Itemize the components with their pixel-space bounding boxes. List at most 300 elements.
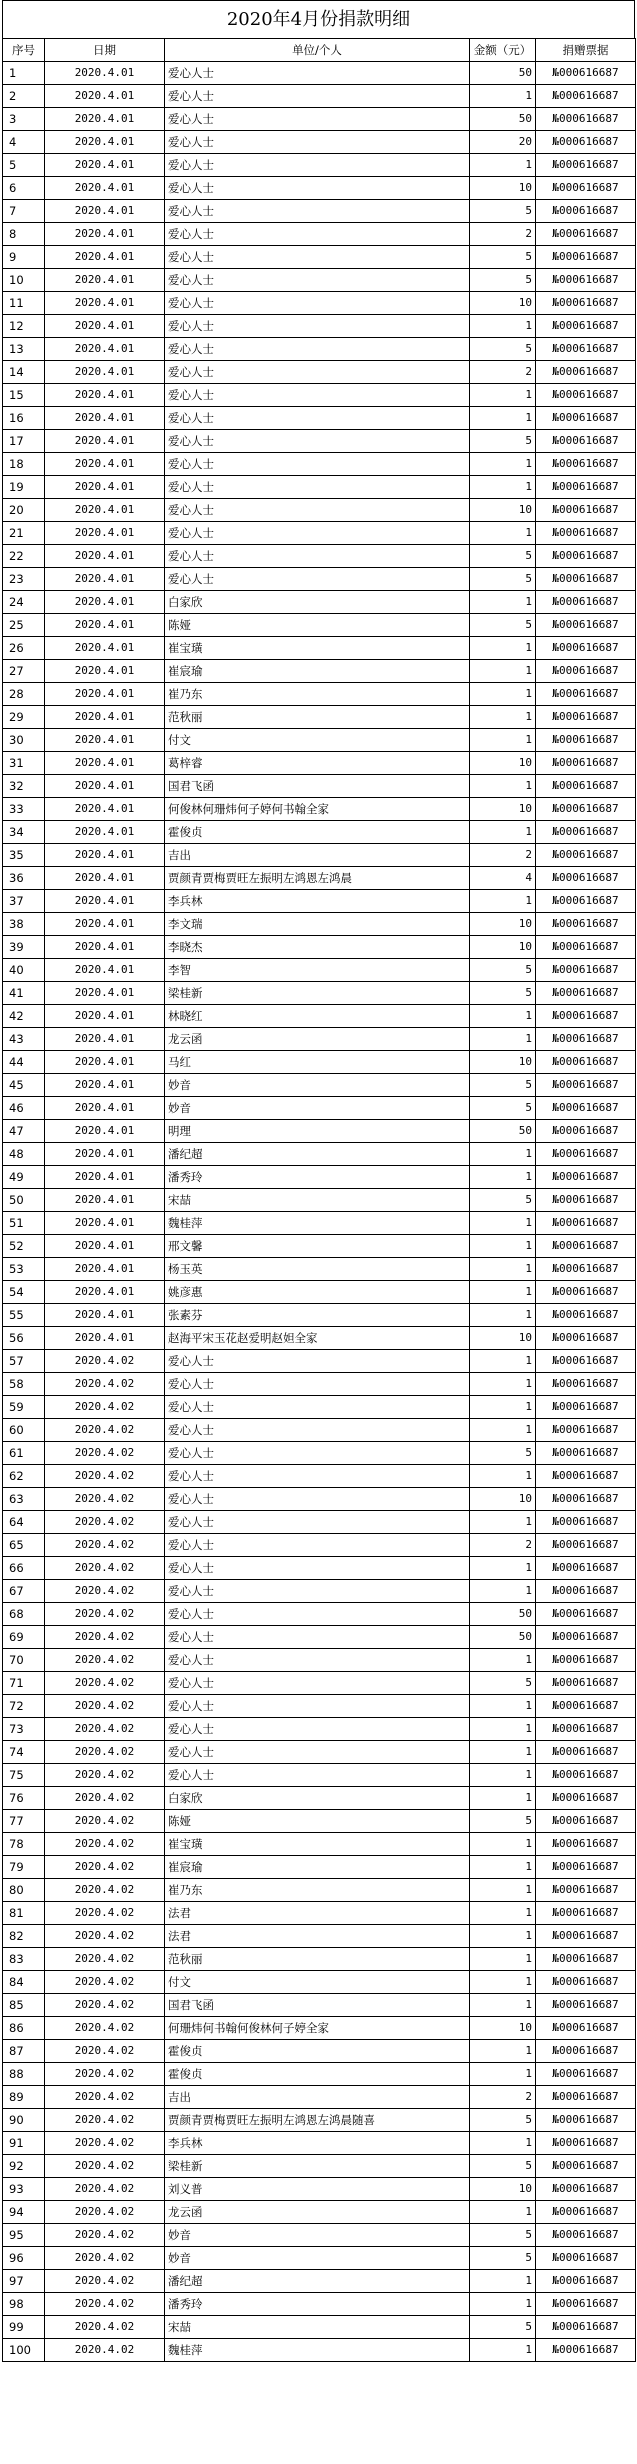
cell-donor: 姚彦惠 — [165, 1281, 470, 1304]
cell-receipt: №000616687 — [536, 1810, 636, 1833]
cell-donor: 爱心人士 — [165, 223, 470, 246]
cell-date: 2020.4.02 — [45, 1925, 165, 1948]
donation-sheet — [2, 0, 635, 2362]
cell-seq: 99 — [3, 2316, 45, 2339]
cell-receipt: №000616687 — [536, 936, 636, 959]
cell-date: 2020.4.02 — [45, 1902, 165, 1925]
table-row — [3, 62, 636, 85]
table-row — [3, 913, 636, 936]
cell-amount: 1 — [470, 1143, 536, 1166]
cell-receipt: №000616687 — [536, 154, 636, 177]
table-row — [3, 1833, 636, 1856]
cell-seq: 30 — [3, 729, 45, 752]
table-row — [3, 890, 636, 913]
table-row — [3, 430, 636, 453]
cell-date: 2020.4.02 — [45, 1557, 165, 1580]
table-row — [3, 1534, 636, 1557]
cell-receipt: №000616687 — [536, 1005, 636, 1028]
cell-seq: 75 — [3, 1764, 45, 1787]
cell-donor: 付文 — [165, 729, 470, 752]
table-row — [3, 200, 636, 223]
cell-receipt: №000616687 — [536, 2109, 636, 2132]
table-row — [3, 1327, 636, 1350]
table-row — [3, 1603, 636, 1626]
table-row — [3, 2178, 636, 2201]
cell-date: 2020.4.02 — [45, 2017, 165, 2040]
cell-donor: 爱心人士 — [165, 522, 470, 545]
cell-seq: 13 — [3, 338, 45, 361]
cell-seq: 88 — [3, 2063, 45, 2086]
cell-date: 2020.4.01 — [45, 1005, 165, 1028]
cell-receipt: №000616687 — [536, 453, 636, 476]
cell-seq: 98 — [3, 2293, 45, 2316]
cell-donor: 爱心人士 — [165, 476, 470, 499]
cell-date: 2020.4.02 — [45, 2224, 165, 2247]
cell-amount: 1 — [470, 476, 536, 499]
table-row — [3, 821, 636, 844]
cell-date: 2020.4.02 — [45, 1856, 165, 1879]
cell-date: 2020.4.01 — [45, 890, 165, 913]
table-row — [3, 1419, 636, 1442]
cell-receipt: №000616687 — [536, 2040, 636, 2063]
cell-seq: 18 — [3, 453, 45, 476]
cell-amount: 1 — [470, 1304, 536, 1327]
table-row — [3, 1511, 636, 1534]
cell-donor: 魏桂萍 — [165, 1212, 470, 1235]
table-row — [3, 936, 636, 959]
table-row — [3, 568, 636, 591]
cell-seq: 81 — [3, 1902, 45, 1925]
cell-amount: 1 — [470, 706, 536, 729]
cell-seq: 43 — [3, 1028, 45, 1051]
table-row — [3, 1189, 636, 1212]
cell-receipt: №000616687 — [536, 1649, 636, 1672]
cell-seq: 69 — [3, 1626, 45, 1649]
cell-receipt: №000616687 — [536, 131, 636, 154]
table-row — [3, 844, 636, 867]
cell-amount: 1 — [470, 1948, 536, 1971]
cell-donor: 爱心人士 — [165, 1672, 470, 1695]
table-row — [3, 2224, 636, 2247]
cell-donor: 爱心人士 — [165, 384, 470, 407]
cell-amount: 1 — [470, 775, 536, 798]
table-row — [3, 1879, 636, 1902]
cell-date: 2020.4.02 — [45, 2155, 165, 2178]
cell-seq: 40 — [3, 959, 45, 982]
cell-donor: 潘秀玲 — [165, 2293, 470, 2316]
cell-amount: 1 — [470, 154, 536, 177]
cell-date: 2020.4.02 — [45, 2339, 165, 2362]
cell-donor: 陈娅 — [165, 1810, 470, 1833]
cell-seq: 7 — [3, 200, 45, 223]
cell-amount: 1 — [470, 2293, 536, 2316]
cell-date: 2020.4.01 — [45, 1235, 165, 1258]
cell-seq: 95 — [3, 2224, 45, 2247]
header-seq: 序号 — [3, 39, 45, 62]
cell-date: 2020.4.01 — [45, 821, 165, 844]
cell-amount: 1 — [470, 1511, 536, 1534]
cell-donor: 爱心人士 — [165, 338, 470, 361]
table-row — [3, 1166, 636, 1189]
table-row — [3, 1948, 636, 1971]
cell-date: 2020.4.02 — [45, 1511, 165, 1534]
cell-receipt: №000616687 — [536, 1235, 636, 1258]
cell-receipt: №000616687 — [536, 1925, 636, 1948]
table-row — [3, 1856, 636, 1879]
table-row — [3, 1902, 636, 1925]
cell-amount: 1 — [470, 1419, 536, 1442]
cell-receipt: №000616687 — [536, 1258, 636, 1281]
cell-seq: 87 — [3, 2040, 45, 2063]
cell-amount: 1 — [470, 315, 536, 338]
header-donor: 单位/个人 — [165, 39, 470, 62]
cell-seq: 1 — [3, 62, 45, 85]
cell-seq: 57 — [3, 1350, 45, 1373]
table-row — [3, 1235, 636, 1258]
cell-amount: 1 — [470, 2201, 536, 2224]
cell-amount: 1 — [470, 591, 536, 614]
table-row — [3, 1442, 636, 1465]
table-row — [3, 867, 636, 890]
table-row — [3, 1741, 636, 1764]
cell-receipt: №000616687 — [536, 292, 636, 315]
cell-seq: 58 — [3, 1373, 45, 1396]
cell-amount: 1 — [470, 729, 536, 752]
cell-donor: 国君飞函 — [165, 1994, 470, 2017]
cell-date: 2020.4.02 — [45, 2086, 165, 2109]
cell-date: 2020.4.02 — [45, 1350, 165, 1373]
cell-date: 2020.4.01 — [45, 591, 165, 614]
cell-seq: 37 — [3, 890, 45, 913]
cell-amount: 1 — [470, 1373, 536, 1396]
cell-amount: 1 — [470, 1833, 536, 1856]
cell-receipt: №000616687 — [536, 1074, 636, 1097]
cell-donor: 爱心人士 — [165, 1465, 470, 1488]
cell-donor: 爱心人士 — [165, 1442, 470, 1465]
cell-seq: 68 — [3, 1603, 45, 1626]
cell-donor: 爱心人士 — [165, 1373, 470, 1396]
cell-seq: 82 — [3, 1925, 45, 1948]
cell-seq: 44 — [3, 1051, 45, 1074]
cell-seq: 74 — [3, 1741, 45, 1764]
cell-date: 2020.4.02 — [45, 1994, 165, 2017]
cell-date: 2020.4.01 — [45, 62, 165, 85]
cell-donor: 范秋丽 — [165, 706, 470, 729]
cell-amount: 5 — [470, 614, 536, 637]
cell-date: 2020.4.02 — [45, 2316, 165, 2339]
cell-date: 2020.4.01 — [45, 407, 165, 430]
cell-amount: 5 — [470, 1189, 536, 1212]
cell-amount: 1 — [470, 2063, 536, 2086]
cell-seq: 14 — [3, 361, 45, 384]
cell-donor: 妙音 — [165, 1074, 470, 1097]
cell-donor: 贾颜青贾梅贾旺左振明左鸿恩左鸿晨 — [165, 867, 470, 890]
cell-donor: 爱心人士 — [165, 1511, 470, 1534]
cell-amount: 5 — [470, 1074, 536, 1097]
cell-date: 2020.4.01 — [45, 246, 165, 269]
cell-receipt: №000616687 — [536, 660, 636, 683]
cell-donor: 邢文馨 — [165, 1235, 470, 1258]
cell-seq: 96 — [3, 2247, 45, 2270]
cell-date: 2020.4.01 — [45, 522, 165, 545]
cell-receipt: №000616687 — [536, 1787, 636, 1810]
cell-donor: 何俊林何珊炜何子婷何书翰全家 — [165, 798, 470, 821]
cell-donor: 崔乃东 — [165, 1879, 470, 1902]
table-row — [3, 1810, 636, 1833]
table-row — [3, 246, 636, 269]
cell-receipt: №000616687 — [536, 246, 636, 269]
cell-amount: 1 — [470, 890, 536, 913]
cell-receipt: №000616687 — [536, 2247, 636, 2270]
table-row — [3, 2339, 636, 2362]
cell-date: 2020.4.02 — [45, 1488, 165, 1511]
cell-donor: 爱心人士 — [165, 1764, 470, 1787]
table-row — [3, 1258, 636, 1281]
cell-seq: 22 — [3, 545, 45, 568]
cell-receipt: №000616687 — [536, 2017, 636, 2040]
cell-amount: 50 — [470, 108, 536, 131]
cell-seq: 72 — [3, 1695, 45, 1718]
cell-amount: 4 — [470, 867, 536, 890]
cell-receipt: №000616687 — [536, 1143, 636, 1166]
cell-amount: 1 — [470, 2270, 536, 2293]
cell-donor: 何珊炜何书翰何俊林何子婷全家 — [165, 2017, 470, 2040]
cell-seq: 17 — [3, 430, 45, 453]
cell-date: 2020.4.01 — [45, 683, 165, 706]
table-row — [3, 1764, 636, 1787]
cell-donor: 潘纪超 — [165, 1143, 470, 1166]
cell-donor: 贾颜青贾梅贾旺左振明左鸿恩左鸿晨随喜 — [165, 2109, 470, 2132]
cell-date: 2020.4.01 — [45, 752, 165, 775]
cell-amount: 5 — [470, 246, 536, 269]
donation-table — [2, 38, 636, 2362]
table-row — [3, 959, 636, 982]
cell-receipt: №000616687 — [536, 1488, 636, 1511]
table-row — [3, 1074, 636, 1097]
cell-date: 2020.4.01 — [45, 108, 165, 131]
cell-date: 2020.4.01 — [45, 867, 165, 890]
cell-receipt: №000616687 — [536, 1534, 636, 1557]
cell-seq: 10 — [3, 269, 45, 292]
table-row — [3, 1281, 636, 1304]
cell-seq: 23 — [3, 568, 45, 591]
cell-amount: 1 — [470, 1902, 536, 1925]
cell-amount: 1 — [470, 1350, 536, 1373]
cell-seq: 15 — [3, 384, 45, 407]
cell-seq: 6 — [3, 177, 45, 200]
cell-amount: 1 — [470, 384, 536, 407]
cell-donor: 吉出 — [165, 844, 470, 867]
table-header-row — [3, 39, 636, 62]
cell-amount: 1 — [470, 1465, 536, 1488]
cell-donor: 妙音 — [165, 2247, 470, 2270]
cell-receipt: №000616687 — [536, 683, 636, 706]
cell-donor: 崔宸瑜 — [165, 1856, 470, 1879]
table-row — [3, 1925, 636, 1948]
cell-donor: 宋喆 — [165, 2316, 470, 2339]
cell-seq: 84 — [3, 1971, 45, 1994]
cell-amount: 10 — [470, 292, 536, 315]
cell-date: 2020.4.01 — [45, 706, 165, 729]
cell-amount: 10 — [470, 2178, 536, 2201]
table-row — [3, 2201, 636, 2224]
cell-amount: 10 — [470, 913, 536, 936]
cell-amount: 2 — [470, 844, 536, 867]
cell-seq: 91 — [3, 2132, 45, 2155]
table-body — [3, 62, 636, 2362]
cell-date: 2020.4.02 — [45, 2270, 165, 2293]
cell-date: 2020.4.01 — [45, 453, 165, 476]
cell-receipt: №000616687 — [536, 407, 636, 430]
cell-seq: 49 — [3, 1166, 45, 1189]
cell-amount: 50 — [470, 1603, 536, 1626]
cell-receipt: №000616687 — [536, 1442, 636, 1465]
cell-date: 2020.4.01 — [45, 315, 165, 338]
cell-donor: 爱心人士 — [165, 315, 470, 338]
cell-date: 2020.4.01 — [45, 1097, 165, 1120]
cell-date: 2020.4.01 — [45, 545, 165, 568]
table-row — [3, 453, 636, 476]
cell-seq: 56 — [3, 1327, 45, 1350]
cell-receipt: №000616687 — [536, 85, 636, 108]
cell-donor: 爱心人士 — [165, 361, 470, 384]
cell-receipt: №000616687 — [536, 2201, 636, 2224]
table-row — [3, 407, 636, 430]
cell-donor: 爱心人士 — [165, 1557, 470, 1580]
cell-seq: 86 — [3, 2017, 45, 2040]
cell-donor: 爱心人士 — [165, 430, 470, 453]
cell-donor: 刘义普 — [165, 2178, 470, 2201]
header-date: 日期 — [45, 39, 165, 62]
cell-donor: 付文 — [165, 1971, 470, 1994]
cell-donor: 潘秀玲 — [165, 1166, 470, 1189]
cell-receipt: №000616687 — [536, 1028, 636, 1051]
cell-donor: 霍俊贞 — [165, 2040, 470, 2063]
table-row — [3, 85, 636, 108]
cell-date: 2020.4.01 — [45, 1327, 165, 1350]
cell-receipt: №000616687 — [536, 499, 636, 522]
table-row — [3, 361, 636, 384]
cell-donor: 爱心人士 — [165, 407, 470, 430]
cell-date: 2020.4.02 — [45, 1419, 165, 1442]
table-row — [3, 2247, 636, 2270]
cell-donor: 崔宝璜 — [165, 637, 470, 660]
cell-amount: 1 — [470, 1235, 536, 1258]
cell-date: 2020.4.01 — [45, 959, 165, 982]
table-row — [3, 2040, 636, 2063]
cell-date: 2020.4.01 — [45, 1189, 165, 1212]
cell-seq: 5 — [3, 154, 45, 177]
cell-receipt: №000616687 — [536, 108, 636, 131]
cell-seq: 8 — [3, 223, 45, 246]
cell-donor: 爱心人士 — [165, 1396, 470, 1419]
cell-receipt: №000616687 — [536, 867, 636, 890]
cell-receipt: №000616687 — [536, 1994, 636, 2017]
cell-amount: 5 — [470, 545, 536, 568]
cell-amount: 1 — [470, 1166, 536, 1189]
cell-donor: 法君 — [165, 1925, 470, 1948]
cell-donor: 范秋丽 — [165, 1948, 470, 1971]
table-row — [3, 2293, 636, 2316]
cell-receipt: №000616687 — [536, 361, 636, 384]
cell-receipt: №000616687 — [536, 2086, 636, 2109]
cell-seq: 3 — [3, 108, 45, 131]
cell-donor: 爱心人士 — [165, 1649, 470, 1672]
cell-donor: 潘纪超 — [165, 2270, 470, 2293]
cell-date: 2020.4.01 — [45, 1281, 165, 1304]
cell-seq: 60 — [3, 1419, 45, 1442]
cell-amount: 1 — [470, 1258, 536, 1281]
cell-amount: 50 — [470, 62, 536, 85]
cell-donor: 法君 — [165, 1902, 470, 1925]
table-row — [3, 108, 636, 131]
cell-donor: 崔乃东 — [165, 683, 470, 706]
cell-donor: 爱心人士 — [165, 131, 470, 154]
table-row — [3, 1097, 636, 1120]
cell-donor: 林晓红 — [165, 1005, 470, 1028]
cell-amount: 10 — [470, 752, 536, 775]
cell-amount: 1 — [470, 1580, 536, 1603]
table-row — [3, 1649, 636, 1672]
table-row — [3, 223, 636, 246]
cell-date: 2020.4.02 — [45, 2178, 165, 2201]
cell-date: 2020.4.01 — [45, 177, 165, 200]
header-receipt: 捐赠票据 — [536, 39, 636, 62]
table-row — [3, 1695, 636, 1718]
cell-seq: 80 — [3, 1879, 45, 1902]
cell-amount: 5 — [470, 982, 536, 1005]
cell-receipt: №000616687 — [536, 1419, 636, 1442]
cell-date: 2020.4.02 — [45, 2247, 165, 2270]
cell-amount: 10 — [470, 1327, 536, 1350]
cell-amount: 1 — [470, 453, 536, 476]
cell-donor: 赵海平宋玉花赵爱明赵妲全家 — [165, 1327, 470, 1350]
cell-seq: 32 — [3, 775, 45, 798]
cell-seq: 24 — [3, 591, 45, 614]
cell-amount: 5 — [470, 2224, 536, 2247]
cell-amount: 50 — [470, 1626, 536, 1649]
cell-seq: 61 — [3, 1442, 45, 1465]
cell-receipt: №000616687 — [536, 798, 636, 821]
cell-date: 2020.4.01 — [45, 1074, 165, 1097]
cell-donor: 崔宸瑜 — [165, 660, 470, 683]
cell-date: 2020.4.01 — [45, 775, 165, 798]
table-row — [3, 1488, 636, 1511]
cell-date: 2020.4.02 — [45, 2201, 165, 2224]
cell-date: 2020.4.01 — [45, 85, 165, 108]
cell-date: 2020.4.01 — [45, 269, 165, 292]
cell-amount: 2 — [470, 361, 536, 384]
cell-receipt: №000616687 — [536, 269, 636, 292]
table-row — [3, 706, 636, 729]
cell-receipt: №000616687 — [536, 177, 636, 200]
cell-seq: 59 — [3, 1396, 45, 1419]
cell-amount: 1 — [470, 1764, 536, 1787]
cell-receipt: №000616687 — [536, 2316, 636, 2339]
cell-amount: 5 — [470, 2316, 536, 2339]
table-row — [3, 683, 636, 706]
table-row — [3, 1120, 636, 1143]
table-row — [3, 2316, 636, 2339]
header-amount: 金额（元） — [470, 39, 536, 62]
cell-seq: 70 — [3, 1649, 45, 1672]
table-row — [3, 1005, 636, 1028]
cell-receipt: №000616687 — [536, 913, 636, 936]
cell-donor: 爱心人士 — [165, 1603, 470, 1626]
cell-receipt: №000616687 — [536, 2339, 636, 2362]
table-row — [3, 545, 636, 568]
cell-seq: 34 — [3, 821, 45, 844]
